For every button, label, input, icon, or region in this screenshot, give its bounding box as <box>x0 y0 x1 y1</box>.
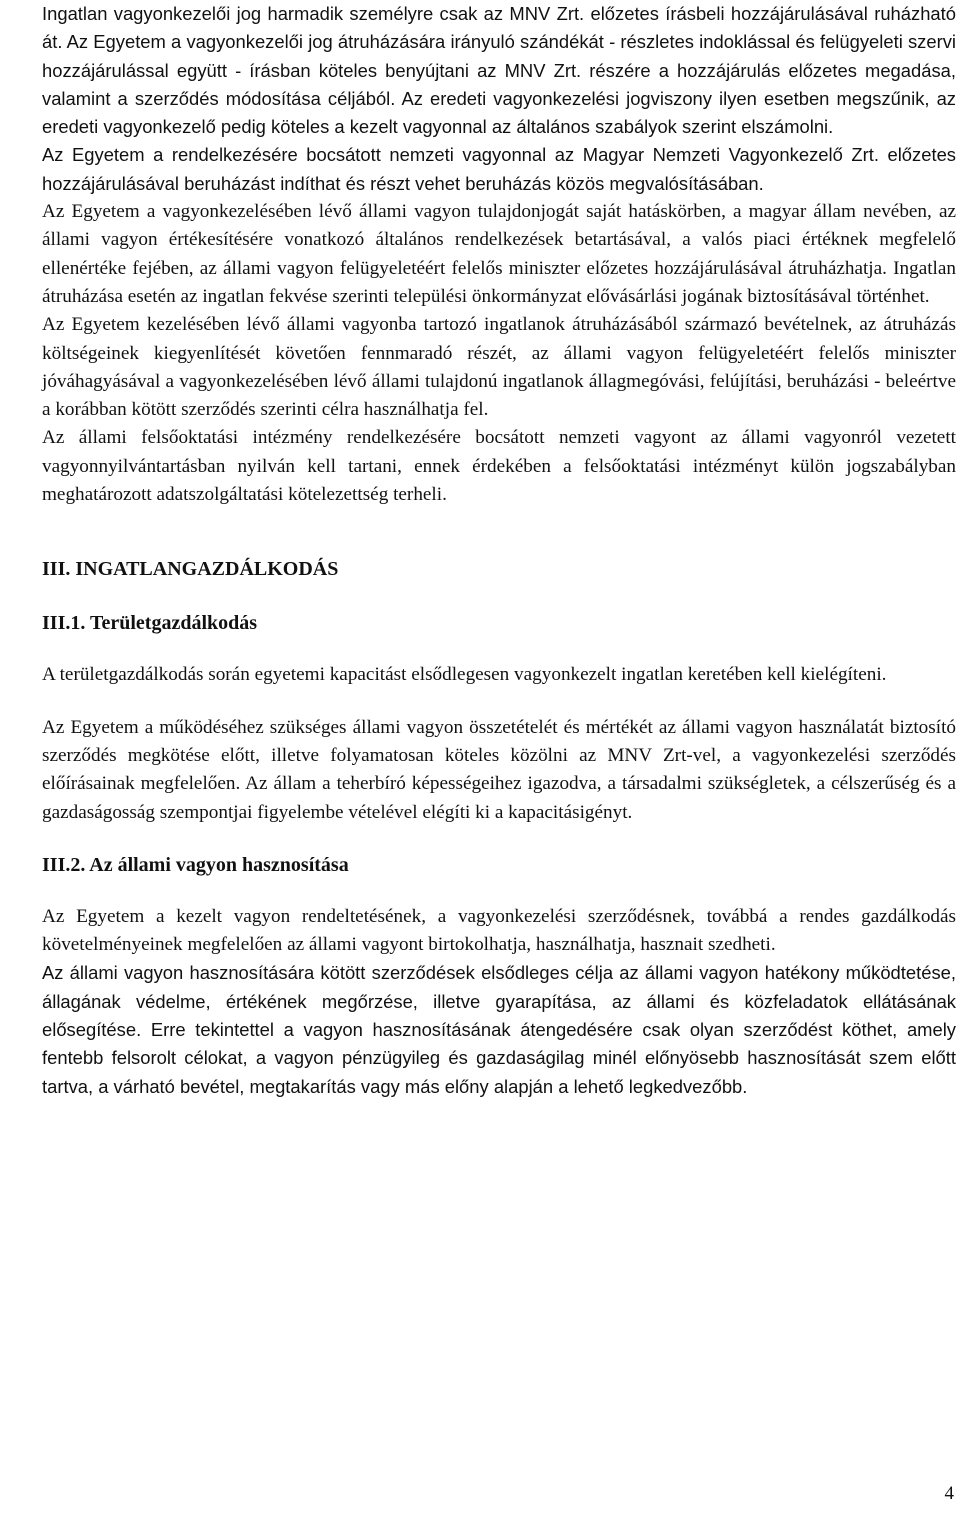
paragraph-capacity-needs: Az Egyetem a működéséhez szükséges állami vagyon összetételét és mértékét az állami vagyon használatát biztosító szerződés megkötése előtt, illetve folyamatosan köteles közölni az MNV Zrt-vel, a vagyonkezelési szerződés előírásainak megfelelően. Az állam a teherbíró képességeihez igazodva, a társadalmi szükségletek, a célszerűség és a gazdaságosság szempontjai figyelembe vételével elégíti ki a kapacitásigényt. <box>42 716 956 823</box>
paragraph-investment: Az Egyetem a rendelkezésére bocsátott nemzeti vagyonnal az Magyar Nemzeti Vagyonkezelő Zrt. előzetes hozzájárulásával beruházást indíthat és részt vehet beruházás közös megvalósításában. <box>42 144 956 194</box>
paragraph-asset-management-transfer: Ingatlan vagyonkezelői jog harmadik személyre csak az MNV Zrt. előzetes írásbeli hozzájárulásával ruházható át. Az Egyetem a vagyonkezelői jog átruházására irányuló szándékát - részletes indoklással és felügyeleti szervi hozzájárulással együtt - írásban köteles benyújtani az MNV Zrt. részére a hozzájárulás előzetes megadása, valamint a szerződés módosítása céljából. Az eredeti vagyonkezelési jogviszony ilyen esetben megszűnik, az eredeti vagyonkezelő pedig köteles a kezelt vagyonnal az általános szabályok szerint elszámolni. <box>42 3 956 138</box>
section-heading: III. INGATLANGAZDÁLKODÁS <box>42 558 339 581</box>
subsection-heading-1: III.1. Területgazdálkodás <box>42 612 258 635</box>
paragraph-asset-registry: Az állami felsőoktatási intézmény rendelkezésére bocsátott nemzeti vagyont az állami vagyonról vezetett vagyonnyilvántartásban nyilván kell tartani, ennek érdekében a felsőoktatási intézményt külön jogszabályban meghatározott adatszolgáltatási kötelezettség terheli. <box>42 427 956 506</box>
subsection-heading-2: III.2. Az állami vagyon hasznosítása <box>42 853 349 876</box>
paragraph-utilization-contracts: Az állami vagyon hasznosítására kötött szerződések elsődleges célja az állami vagyon hatékony működtetése, állagának védelme, értékének megőrzése, illetve gyarapítása, az állami és közfeladatok ellátásának elősegítése. Erre tekintettel a vagyon hasznosításának átengedésére csak olyan szerződést köthet, amely fentebb felsorolt célokat, a vagyon pénzügyileg és gazdaságilag minél előnyösebb hasznosítását szem előtt tartva, a várható bevétel, megtakarítás vagy más előny alapján a lehető legkedvezőbb. <box>42 962 956 1097</box>
paragraph-ownership-transfer: Az Egyetem a vagyonkezelésében lévő állami vagyon tulajdonjogát saját hatáskörben, a magyar állam nevében, az állami vagyon értékesítésére vonatkozó általános rendelkezések betartásával, a valós piaci értéknek megfelelő ellenértéke fejében, az állami vagyon felügyeletéért felelős miniszter előzetes hozzájárulásával átruházhatja. Ingatlan átruházása esetén az ingatlan fekvése szerinti települési önkormányzat elővásárlási jogának biztosításával történhet. <box>42 201 956 307</box>
document-page <box>42 0 956 1101</box>
paragraph-land-management: A területgazdálkodás során egyetemi kapacitást elsődlegesen vagyonkezelt ingatlan keretében kell kielégíteni. <box>42 664 887 686</box>
paragraph-revenue-use: Az Egyetem kezelésében lévő állami vagyonba tartozó ingatlanok átruházásából származó bevételnek, az átruházás költségeinek kiegyenlítését követően fennmaradó részét, az állami vagyon felügyeletéért felelős miniszter jóváhagyásával a vagyonkezelésében lévő állami tulajdonú ingatlanok állagmegóvási, felújítási, beruházási - beleértve a korábban kötött szerződés szerinti célra használhatja fel. <box>42 314 956 421</box>
page-number: 4 <box>944 1483 954 1504</box>
paragraph-asset-use: Az Egyetem a kezelt vagyon rendeltetésének, a vagyonkezelési szerződésnek, továbbá a rendes gazdálkodás követelményeinek megfelelően az állami vagyont birtokolhatja, használhatja, hasznait szedheti. <box>42 905 956 956</box>
